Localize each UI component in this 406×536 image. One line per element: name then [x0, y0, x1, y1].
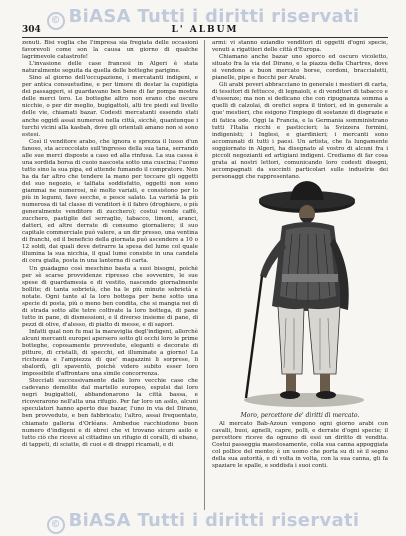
paragraph: Così il venditore arabo, che ignora e sprezza il lusso d'un fanoso, sta accoccolato sull'ingresso della sua tana, serrando alle sue merci disposte a caso ed alla rinfusa. La sua cassa è una sordida borsa di cuoio nascosta sotto una cuscina; l'uomo tutto sino la sua pipa, ed attende fumando il compratore. Non ha da far altro che tendere la mano per toccare gli oggetti del suo negozio, e talfiata soddisfatto, oggetti non sono giammai ne numerosi, nè molto variati, e consistono per lo più in legumi, fave secche, e pesce salato. La varietà la più numerosa di tal classe di venditori è il fabro (droghiere, o più generalmente venditore di zucchero); costui vende caffè, zucchero, pastiglie del serraglio, tabacco, limoni, aranci, datteri, ed altre derrate di consumo giornaliero; il suo capitale commerciale può valere, a un dir presso, una ventina di franchi, ed il beneficio della giornata può ascendere a 10 o 12 soldi, dai quali deve detrarre la spesa del lume col quale illumina la sua nicchia, il qual lume consiste in una candela di cera gialla, posta in una lanterna di carta. [22, 138, 198, 265]
paragraph: Chiamano anche bazar uno sporco ed oscuro vicoletto, situato fra la via del Dirano, e la piazza della Chartres, dove si vendono a buon mercato borse, cordoni, braccialetti, pianelle, pipe e fiocchi per Arabi. [212, 54, 388, 82]
copyright-logo-icon: © [47, 12, 65, 30]
watermark-bottom-text: BiASA Tutti i diritti riservati [68, 510, 360, 531]
watermark-top-text: BiASA Tutti i diritti riservati [68, 6, 360, 27]
header-rule [22, 37, 388, 38]
copyright-logo-icon: © [47, 516, 65, 534]
watermark-bottom [0, 510, 406, 534]
left-column [22, 40, 198, 515]
figure-caption: Moro, percettore de' diritti di mercato. [240, 412, 360, 419]
paragraph: Al mercato Bab-Azoun vengono ogni giorno arabi con cavalli, buoi, agnelli, capre, polli, e derrate d'ogni specie; il percettore riceve da ognuno di essi un diritto di vendita. Costui passeggia maestosamente, colla sua canna appoggiata col pollice del mento; è un uomo che porta su di sè il segno della sua autorità, e di volta in volta, con la sua canna, gli fa spaziare le spalle, e soddisfa i suoi conti. [212, 421, 388, 470]
paragraph: Stecciati successivamente dalle loro vecchie case che cadevano demolite dal martello europeo, espulsi dai loro negri bugigattoli, abbandonarono la città bassa, e ricoverarono nell'alta una rifugio. Per far loro un asilo, alcuni speculatori hanno aperto due bazar, l'uno in via del Dirano, ben provveduto, e ben fabbricato; l'altro, assai frequentato, chiamato galleria d'Orléans. Ambedue racchiudono buon numero d'indigeni e di ebrei che vi trovano sicuro asilo e tutto ciò che riceve al cittadino un rifugio di coralli, di ebano, di tappeti, di sciatte, di cuoi e di drappi ricamati, e di [22, 378, 198, 448]
column-divider [204, 40, 205, 510]
paragraph: Un guadagno così meschino basta a suoi bisogni, poichè per sè scarse provvidenze ripresso che sovvenire, le sue spese di guardamesia e di vestito, nascendo giornalmente bollite; di tanta sobrietà, che ha le più minute sobrietà e notate. Ogni tante al la loro bottega per bene sotto una specie di posta, più o meno ben condita, che si mangia nei dì di strada sotto alle tetre coltivate la loro bottega, di pane tutto in pane, di dismessioni, e il diverso insieme di pane, di pezzi di olive, d'alesso, di piatto di messe, e di sapori. [22, 265, 198, 328]
paragraph: Gli arabi poveri abbracciano in generale i mestieri di carta, di tessitori di fettucce, di legnaioli, e di venditori di tabacco e d'essenze; ma non si dedicano che con ripugnanza somma a quelli di calzolai, di orefici sopra il tintori, ed in generale a que' mestieri, che esigono l'impiego di sostanze di disgrazie e di fatica ode. Oggi la Francia, e la Germania somministrano tutti l'Italia ricchi e pasticcieri; la Svizzera formini, indigenisti; i Inglesi, e giardinieri; i mercanti sono accomunati di tutti i paesi. Un artista, che fa lungamente soggiornato in Algeri, ha disegnato al vostro di alcuni fra i piccoli negozianti ed artigiani indigeni. Crediamo di far cosa grata ai nostri lettori, comunicando loro codesti disegni, accompagnati da succinti particolari sulle industrie dei personaggi che rappresentano. [212, 82, 388, 180]
page-header [22, 25, 388, 37]
paragraph: L'invasione delle case francesi in Algeri è stata naturalmente seguita da quella delle botteghe parigine. [22, 61, 198, 75]
paragraph: zenuti. Bisi voglia che l'impresa sia fregiata delle occasioni favorevoli come son la causa un giorno di qualche lagrimevole catastrofe! [22, 40, 198, 61]
right-column-bottom [212, 421, 388, 511]
moor-figure-engraving [212, 178, 388, 410]
paragraph: Infatti qual non fu mai la maraviglia degl'indigeni, allorchè alcuni mercanti europei apersero sotto gli occhi loro le prime botteghe, coposamente provvedute, eleganti e decorate di pitture, di cristalli, di specchi, ed illuminate a giorno! La ricchezza e l'ampiezza di que' magazzini li sorprese, li sbalordì, gli spaventò, poichè videro subito esser loro impossibile d'affrontare una simile concorrenza. [22, 328, 198, 378]
illustration-moorish-collector [212, 178, 388, 410]
paragraph: Sino al giorno dell'occupazione, i mercatanti indigeni, e per antica consuetudine, e per timore di destar la cupidigia dei passaggeri, si guardavano ben bene di far pompa mostra delle merci loro. Le botteghe altro non erano che oscure nicchie, o per dir meglio, bugigattoli, alti tre piedi sul livello delle vie, chiamati bazar. Codesti mercatanti essendo stati anche oggidì assai numerosi nella città, sicchè, quantunque i turchi vicini alla kasbah, dove gli orientali amano non si sono estesi. [22, 75, 198, 138]
page-number: 304 [22, 25, 41, 35]
paragraph: armi: vi stanno eziandio venditori di oggetti d'ogni specie, venuti a rigattieri delle città d'Europa. [212, 40, 388, 54]
right-column-top [212, 40, 388, 180]
periodical-title: L' ALBUM [171, 25, 239, 35]
